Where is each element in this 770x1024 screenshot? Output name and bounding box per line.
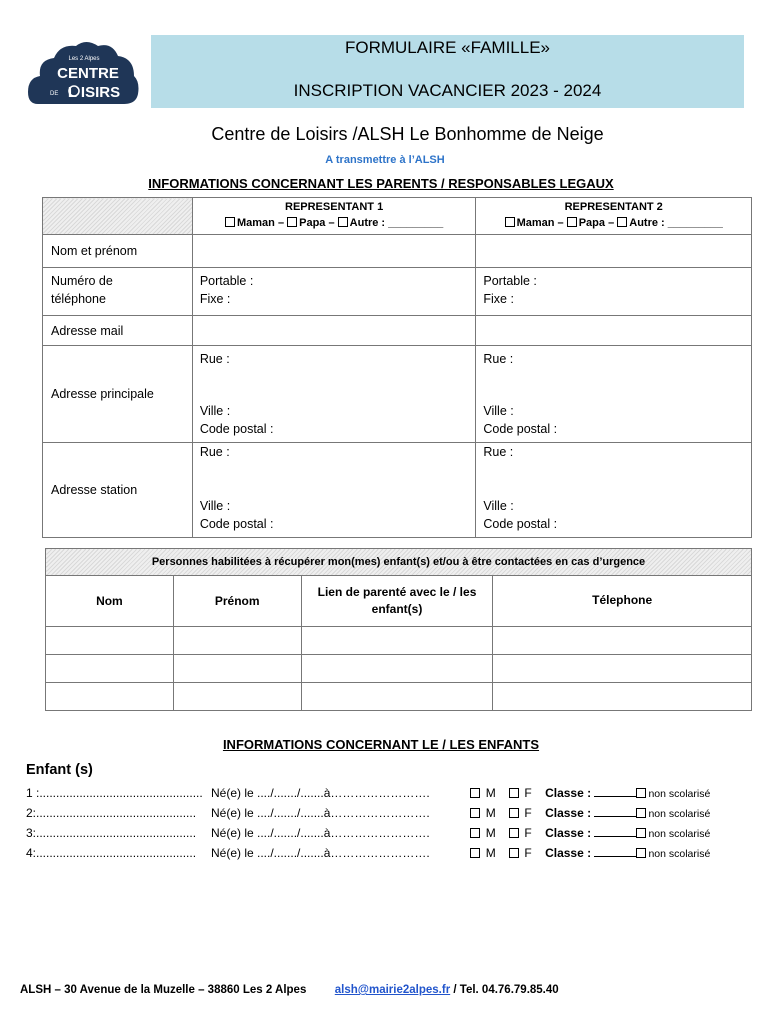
person-3-prenom[interactable] <box>173 683 301 711</box>
svg-text:CENTRE: CENTRE <box>57 65 119 82</box>
representant-1-header <box>192 198 476 235</box>
non-scolarise-checkbox[interactable] <box>636 788 646 798</box>
child-row-1[interactable]: 1 :................................................. Né(e) le ..../......./.......à……………………. M F Classe : non scolarisé <box>26 786 711 800</box>
footer <box>20 984 559 996</box>
persons-table-title: Personnes habilitées à récupérer mon(mes) enfant(s) et/ou à être contactées en cas d’urgence <box>46 549 752 576</box>
representant-2-header <box>476 198 752 235</box>
m-checkbox[interactable] <box>470 808 480 818</box>
representant-1-options[interactable]: Maman – Papa – Autre : _________ <box>193 215 476 231</box>
autre-checkbox[interactable] <box>338 217 348 227</box>
non-scolarise-checkbox[interactable] <box>636 828 646 838</box>
telephone-field-1[interactable]: Portable : Fixe : <box>192 268 476 316</box>
f-checkbox[interactable] <box>509 848 519 858</box>
papa-checkbox[interactable] <box>287 217 297 227</box>
row-label-adresse-principale: Adresse principale <box>43 346 193 443</box>
nom-field-2[interactable] <box>476 235 752 268</box>
person-3-lien[interactable] <box>301 683 493 711</box>
child-row-3[interactable]: 3:................................................Né(e) le ..../......./.......à……………………. M F Classe : non scolarisé <box>26 826 711 840</box>
persons-table <box>45 548 752 711</box>
maman-checkbox[interactable] <box>225 217 235 227</box>
form-subtitle: INSCRIPTION VACANCIER 2023 - 2024 <box>293 81 602 100</box>
child-row-2[interactable]: 2:................................................Né(e) le ..../......./.......à……………………. M F Classe : non scolarisé <box>26 806 711 820</box>
person-2-nom[interactable] <box>46 655 174 683</box>
footer-email-link[interactable]: alsh@mairie2alpes.fr <box>334 984 451 996</box>
svg-text:L ISIRS: L ISIRS <box>67 84 121 101</box>
col-telephone: Télephone <box>493 576 752 627</box>
classe-field[interactable] <box>594 807 636 817</box>
person-2-lien[interactable] <box>301 655 493 683</box>
autre-checkbox[interactable] <box>617 217 627 227</box>
f-checkbox[interactable] <box>509 788 519 798</box>
col-prenom: Prénom <box>173 576 301 627</box>
telephone-field-2[interactable]: Portable : Fixe : <box>476 268 752 316</box>
mail-field-1[interactable] <box>192 316 476 346</box>
adresse-station-field-2[interactable]: Rue : Ville : Code postal : <box>476 443 752 538</box>
m-checkbox[interactable] <box>470 788 480 798</box>
row-label-adresse-station: Adresse station <box>43 443 193 538</box>
col-nom: Nom <box>46 576 174 627</box>
svg-text:Les 2 Alpes: Les 2 Alpes <box>68 56 100 62</box>
col-lien: Lien de parenté avec le / les enfant(s) <box>301 576 493 627</box>
row-label-nom: Nom et prénom <box>43 235 193 268</box>
papa-checkbox[interactable] <box>567 217 577 227</box>
centre-de-loisirs-logo <box>28 38 140 110</box>
representant-2-options[interactable]: Maman – Papa – Autre : _________ <box>476 215 751 231</box>
person-3-nom[interactable] <box>46 683 174 711</box>
footer-telephone: / Tel. 04.76.79.85.40 <box>450 984 559 996</box>
enfants-label: Enfant (s) <box>26 762 93 778</box>
maman-checkbox[interactable] <box>505 217 515 227</box>
adresse-station-field-1[interactable]: Rue : Ville : Code postal : <box>192 443 476 538</box>
m-checkbox[interactable] <box>470 828 480 838</box>
classe-field[interactable] <box>594 847 636 857</box>
parents-table <box>42 197 752 538</box>
svg-text:DE: DE <box>50 91 59 97</box>
adresse-principale-field-2[interactable]: Rue : Ville : Code postal : <box>476 346 752 443</box>
nom-field-1[interactable] <box>192 235 476 268</box>
representant-2-label: REPRESENTANT 2 <box>564 201 663 213</box>
adresse-principale-field-1[interactable]: Rue : Ville : Code postal : <box>192 346 476 443</box>
children-section-title: INFORMATIONS CONCERNANT LE / LES ENFANTS <box>222 737 540 752</box>
row-label-telephone: Numéro de téléphone <box>43 268 193 316</box>
form-header <box>151 35 744 108</box>
representant-1-label: REPRESENTANT 1 <box>285 201 384 213</box>
parents-section-title: INFORMATIONS CONCERNANT LES PARENTS / RESPONSABLES LEGAUX <box>148 176 614 191</box>
person-3-telephone[interactable] <box>493 683 752 711</box>
person-1-lien[interactable] <box>301 627 493 655</box>
person-2-prenom[interactable] <box>173 655 301 683</box>
person-2-telephone[interactable] <box>493 655 752 683</box>
person-1-nom[interactable] <box>46 627 174 655</box>
footer-address: ALSH – 30 Avenue de la Muzelle – 38860 Les 2 Alpes <box>20 984 307 996</box>
non-scolarise-checkbox[interactable] <box>636 848 646 858</box>
mail-field-2[interactable] <box>476 316 752 346</box>
f-checkbox[interactable] <box>509 808 519 818</box>
centre-name: Centre de Loisirs /ALSH Le Bonhomme de Neige <box>211 124 604 144</box>
person-1-telephone[interactable] <box>493 627 752 655</box>
transmit-note: A transmettre à l’ALSH <box>325 154 445 166</box>
person-1-prenom[interactable] <box>173 627 301 655</box>
f-checkbox[interactable] <box>509 828 519 838</box>
child-row-4[interactable]: 4:................................................Né(e) le ..../......./.......à……………………. M F Classe : non scolarisé <box>26 846 711 860</box>
non-scolarise-checkbox[interactable] <box>636 808 646 818</box>
m-checkbox[interactable] <box>470 848 480 858</box>
classe-field[interactable] <box>594 827 636 837</box>
row-label-mail: Adresse mail <box>43 316 193 346</box>
form-title: FORMULAIRE «FAMILLE» <box>344 38 550 57</box>
classe-field[interactable] <box>594 787 636 797</box>
parents-table-corner <box>43 198 193 235</box>
